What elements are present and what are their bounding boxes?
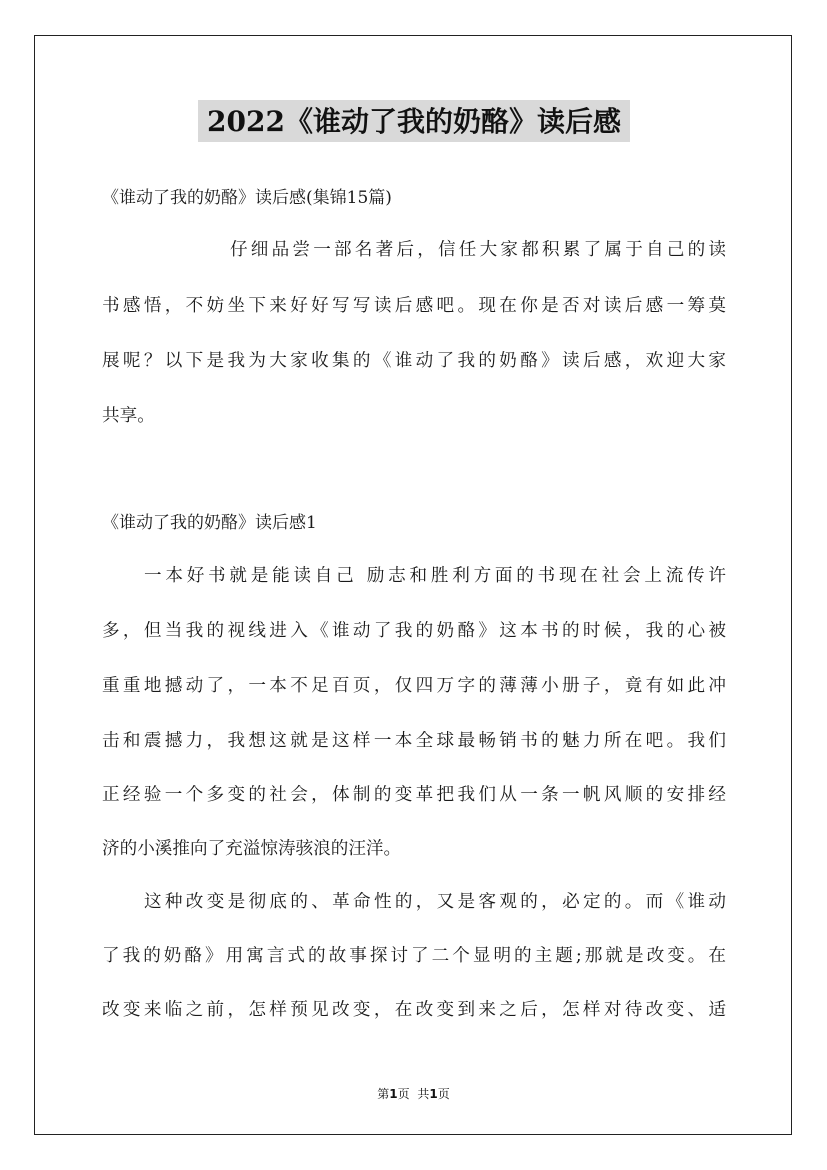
total-prefix: 共: [417, 1087, 430, 1101]
intro-line: 书感悟，不妨坐下来好好写写读后感吧。现在你是否对读后感一筹莫: [102, 296, 726, 316]
total-pages: 1: [429, 1087, 438, 1101]
paragraph-line: 一本好书就是能读自己 励志和胜利方面的书现在社会上流传许: [144, 566, 726, 586]
paragraph-line: 这种改变是彻底的、革命性的，又是客观的，必定的。而《谁动: [144, 892, 726, 912]
paragraph-line: 正经验一个多变的社会，体制的变革把我们从一条一帆风顺的安排经: [102, 785, 726, 805]
intro-line: 展呢？以下是我为大家收集的《谁动了我的奶酪》读后感，欢迎大家: [102, 351, 726, 371]
page-number: 1: [389, 1087, 398, 1101]
document-subtitle: 《谁动了我的奶酪》读后感(集锦15篇): [102, 188, 392, 208]
intro-line: 仔细品尝一部名著后，信任大家都积累了属于自己的读: [230, 240, 726, 260]
paragraph-line: 击和震撼力，我想这就是这样一本全球最畅销书的魅力所在吧。我们: [102, 731, 726, 751]
page-suffix: 页: [397, 1087, 410, 1101]
paragraph-line: 重重地撼动了，一本不足百页，仅四万字的薄薄小册子，竟有如此冲: [102, 676, 726, 696]
document-title: 2022《谁动了我的奶酪》读后感: [198, 100, 630, 142]
paragraph-line: 济的小溪推向了充溢惊涛骇浪的汪洋。: [102, 839, 402, 859]
paragraph-line: 了我的奶酪》用寓言式的故事探讨了二个显明的主题;那就是改变。在: [102, 946, 726, 966]
page-prefix: 第: [377, 1087, 390, 1101]
paragraph-line: 改变来临之前，怎样预见改变，在改变到来之后，怎样对待改变、适: [102, 1000, 726, 1020]
total-suffix: 页: [437, 1087, 450, 1101]
paragraph-line: 多，但当我的视线进入《谁动了我的奶酪》这本书的时候，我的心被: [102, 621, 726, 641]
intro-line: 共享。: [102, 406, 155, 426]
page-footer: [0, 1085, 827, 1102]
section-heading: 《谁动了我的奶酪》读后感1: [102, 513, 317, 533]
